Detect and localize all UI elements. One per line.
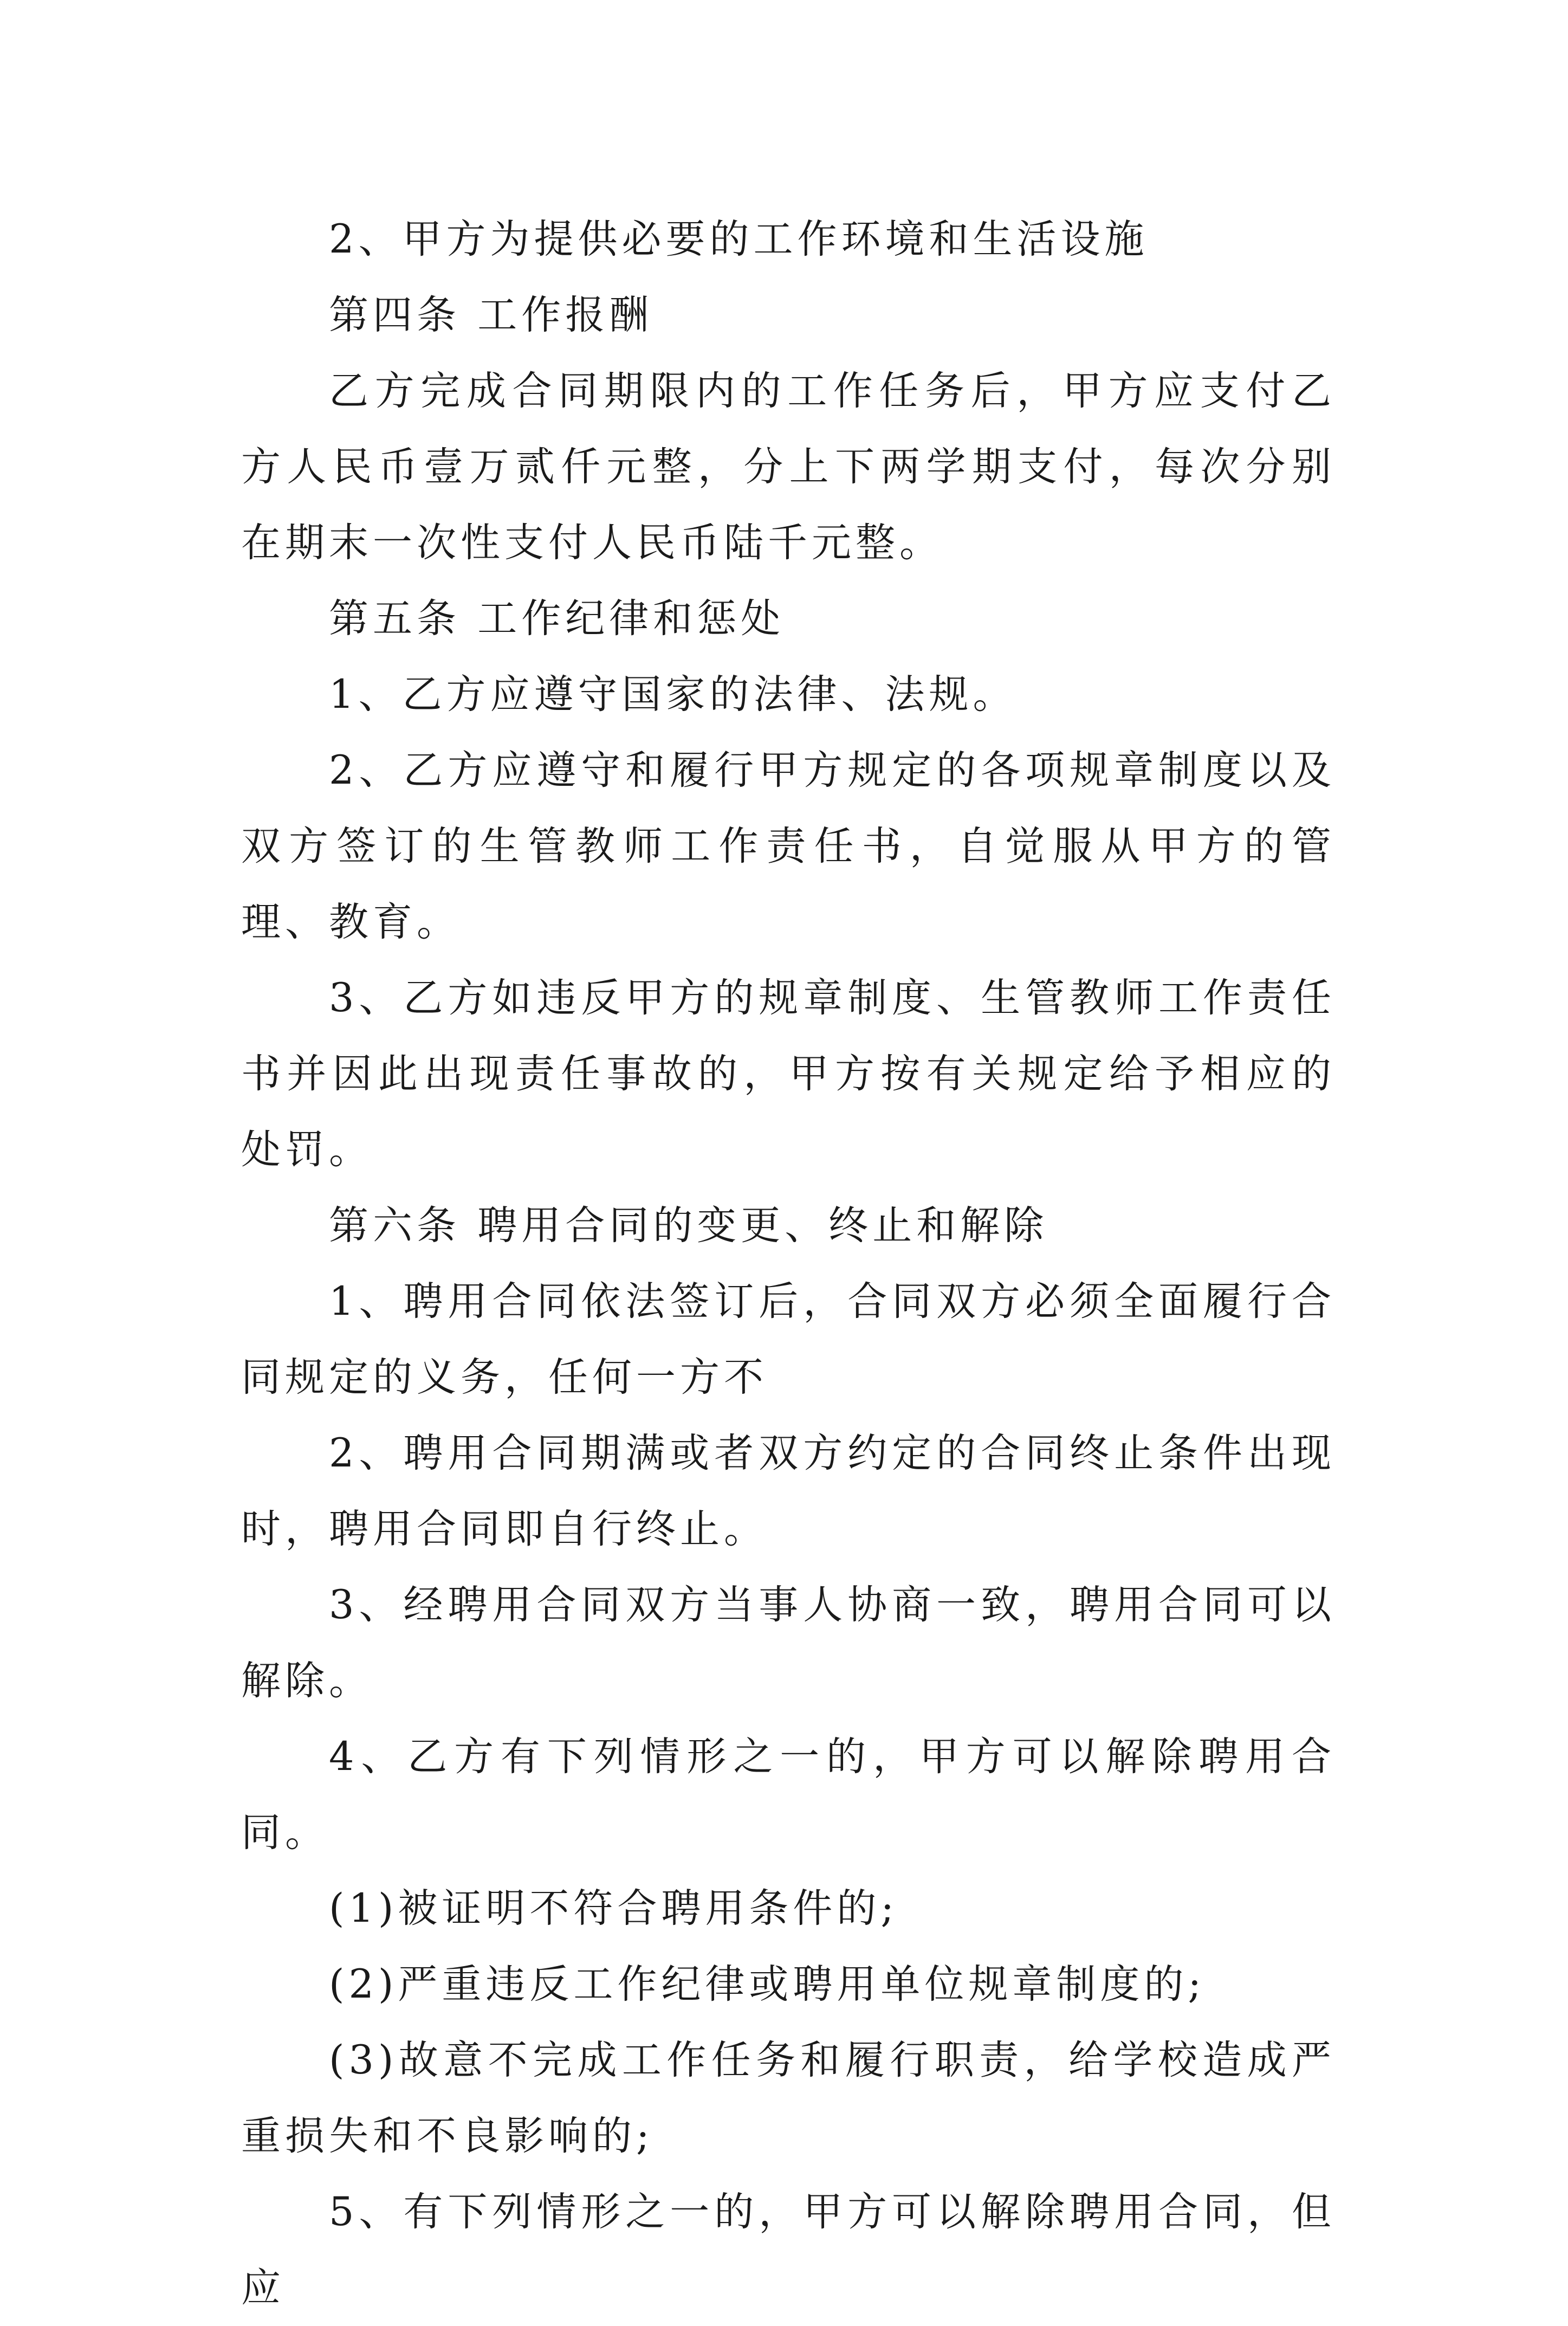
list-item-1: (1)被证明不符合聘用条件的;	[329, 1885, 898, 1931]
paragraph-discipline-2: 2、乙方应遵守和履行甲方规定的各项规章制度以及双方签订的生管教师工作责任书，自觉服从甲方的管理、教育。	[241, 747, 1336, 945]
paragraph-contract-1: 1、聘用合同依法签订后，合同双方必须全面履行合同规定的义务，任何一方不	[241, 1278, 1336, 1400]
paragraph-contract-3: 3、经聘用合同双方当事人协商一致，聘用合同可以解除。	[241, 1582, 1336, 1704]
paragraph-contract-4: 4、乙方有下列情形之一的，甲方可以解除聘用合同。	[241, 1734, 1336, 1856]
paragraph-discipline-3: 3、乙方如违反甲方的规章制度、生管教师工作责任书并因此出现责任事故的，甲方按有关规定给予相应的处罚。	[241, 975, 1336, 1173]
heading-article-6: 第六条 聘用合同的变更、终止和解除	[329, 1203, 1048, 1249]
heading-article-4: 第四条 工作报酬	[329, 292, 653, 338]
paragraph-contract-5: 5、有下列情形之一的，甲方可以解除聘用合同，但应	[241, 2189, 1336, 2311]
list-item-2: (2)严重违反工作纪律或聘用单位规章制度的;	[329, 1961, 1206, 2007]
list-item-3: (3)故意不完成工作任务和履行职责，给学校造成严重损失和不良影响的;	[241, 2037, 1336, 2159]
paragraph-discipline-1: 1、乙方应遵守国家的法律、法规。	[329, 671, 1017, 718]
paragraph-facilities: 2、甲方为提供必要的工作环境和生活设施	[329, 216, 1149, 262]
document-body	[241, 202, 1336, 2326]
heading-article-5: 第五条 工作纪律和惩处	[329, 596, 785, 642]
paragraph-contract-2: 2、聘用合同期满或者双方约定的合同终止条件出现时，聘用合同即自行终止。	[241, 1430, 1336, 1552]
paragraph-remuneration: 乙方完成合同期限内的工作任务后，甲方应支付乙方人民币壹万贰仟元整，分上下两学期支付，每次分别在期末一次性支付人民币陆千元整。	[241, 368, 1336, 566]
